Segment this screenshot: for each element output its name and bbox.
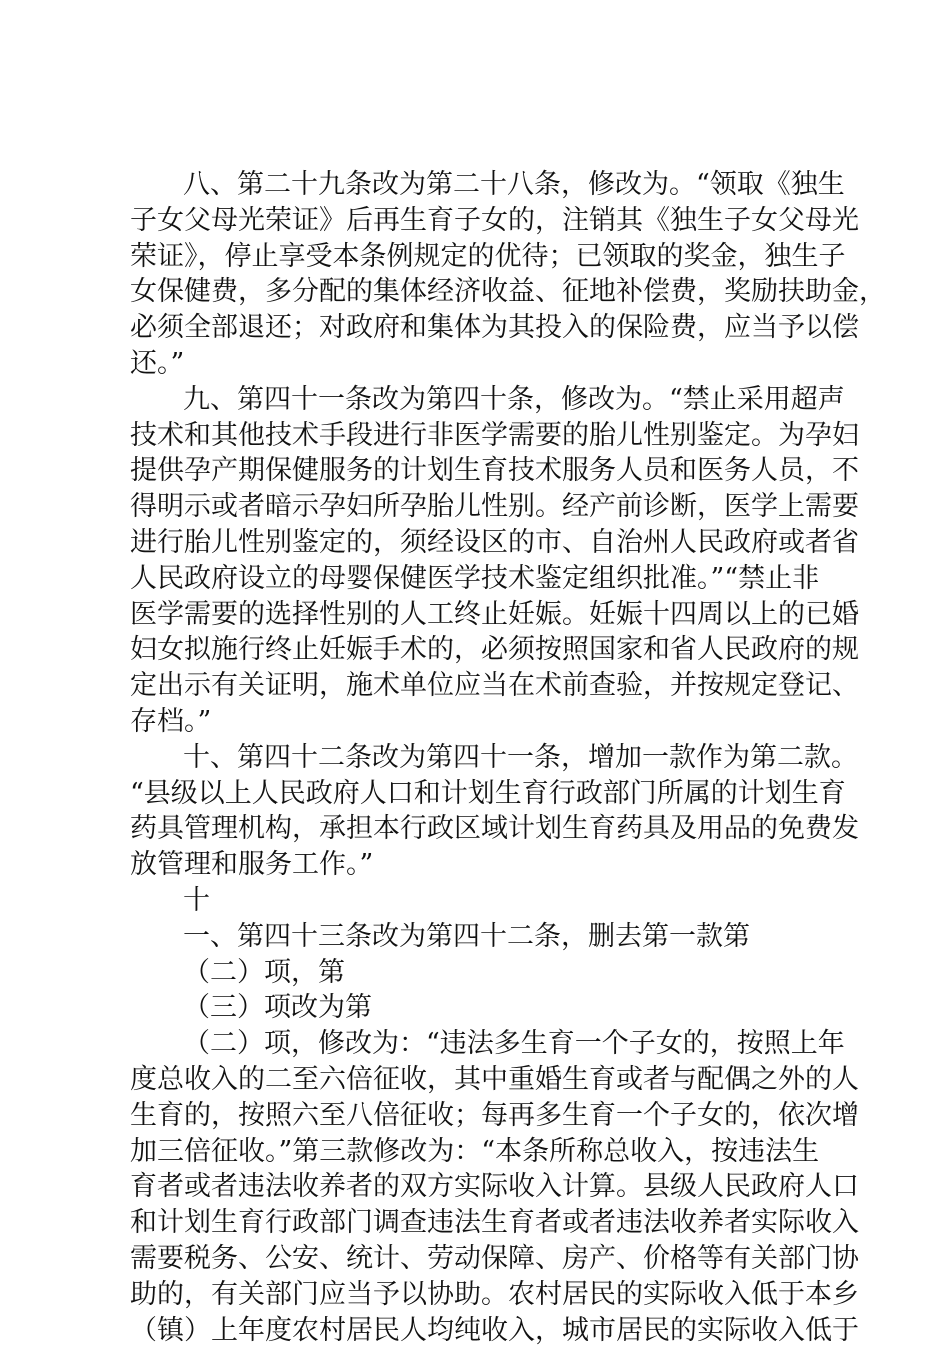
- document-line: 女保健费，多分配的集体经济收益、征地补偿费，奖励扶助金，: [130, 274, 842, 310]
- document-line: 放管理和服务工作。”: [130, 847, 842, 883]
- document-line: 药具管理机构，承担本行政区域计划生育药具及用品的免费发: [130, 811, 842, 847]
- document-line: 八、第二十九条改为第二十八条，修改为。“领取《独生: [130, 167, 842, 203]
- document-line: 生育的，按照六至八倍征收；每再多生育一个子女的，依次增: [130, 1098, 842, 1134]
- document-line: 存档。”: [130, 704, 842, 740]
- document-line: （二）项，修改为：“违法多生育一个子女的，按照上年: [130, 1026, 842, 1062]
- document-line: 妇女拟施行终止妊娠手术的，必须按照国家和省人民政府的规: [130, 632, 842, 668]
- document-line: （三）项改为第: [130, 990, 842, 1026]
- document-line: 提供孕产期保健服务的计划生育技术服务人员和医务人员，不: [130, 453, 842, 489]
- document-line: 技术和其他技术手段进行非医学需要的胎儿性别鉴定。为孕妇: [130, 418, 842, 454]
- document-line: 度总收入的二至六倍征收，其中重婚生育或者与配偶之外的人: [130, 1062, 842, 1098]
- document-line: 子女父母光荣证》后再生育子女的，注销其《独生子女父母光: [130, 203, 842, 239]
- document-line: （镇）上年度农村居民人均纯收入，城市居民的实际收入低于: [130, 1313, 842, 1348]
- document-body: [130, 167, 842, 1348]
- document-line: 一、第四十三条改为第四十二条，删去第一款第: [130, 919, 842, 955]
- document-line: 十: [130, 883, 842, 919]
- document-line: 需要税务、公安、统计、劳动保障、房产、价格等有关部门协: [130, 1241, 842, 1277]
- document-line: 还。”: [130, 346, 842, 382]
- document-line: （二）项，第: [130, 955, 842, 991]
- document-line: 加三倍征收。”第三款修改为：“本条所称总收入，按违法生: [130, 1134, 842, 1170]
- document-line: 必须全部退还；对政府和集体为其投入的保险费，应当予以偿: [130, 310, 842, 346]
- document-line: 九、第四十一条改为第四十条，修改为。“禁止采用超声: [130, 382, 842, 418]
- document-line: 医学需要的选择性别的人工终止妊娠。妊娠十四周以上的已婚: [130, 597, 842, 633]
- document-line: 助的，有关部门应当予以协助。农村居民的实际收入低于本乡: [130, 1277, 842, 1313]
- document-line: 十、第四十二条改为第四十一条，增加一款作为第二款。: [130, 740, 842, 776]
- document-line: “县级以上人民政府人口和计划生育行政部门所属的计划生育: [130, 776, 842, 812]
- document-line: 和计划生育行政部门调查违法生育者或者违法收养者实际收入: [130, 1205, 842, 1241]
- document-line: 人民政府设立的母婴保健医学技术鉴定组织批准。”“禁止非: [130, 561, 842, 597]
- document-line: 得明示或者暗示孕妇所孕胎儿性别。经产前诊断，医学上需要: [130, 489, 842, 525]
- document-line: 荣证》，停止享受本条例规定的优待；已领取的奖金，独生子: [130, 239, 842, 275]
- document-line: 育者或者违法收养者的双方实际收入计算。县级人民政府人口: [130, 1169, 842, 1205]
- document-line: 定出示有关证明，施术单位应当在术前查验，并按规定登记、: [130, 668, 842, 704]
- document-line: 进行胎儿性别鉴定的，须经设区的市、自治州人民政府或者省: [130, 525, 842, 561]
